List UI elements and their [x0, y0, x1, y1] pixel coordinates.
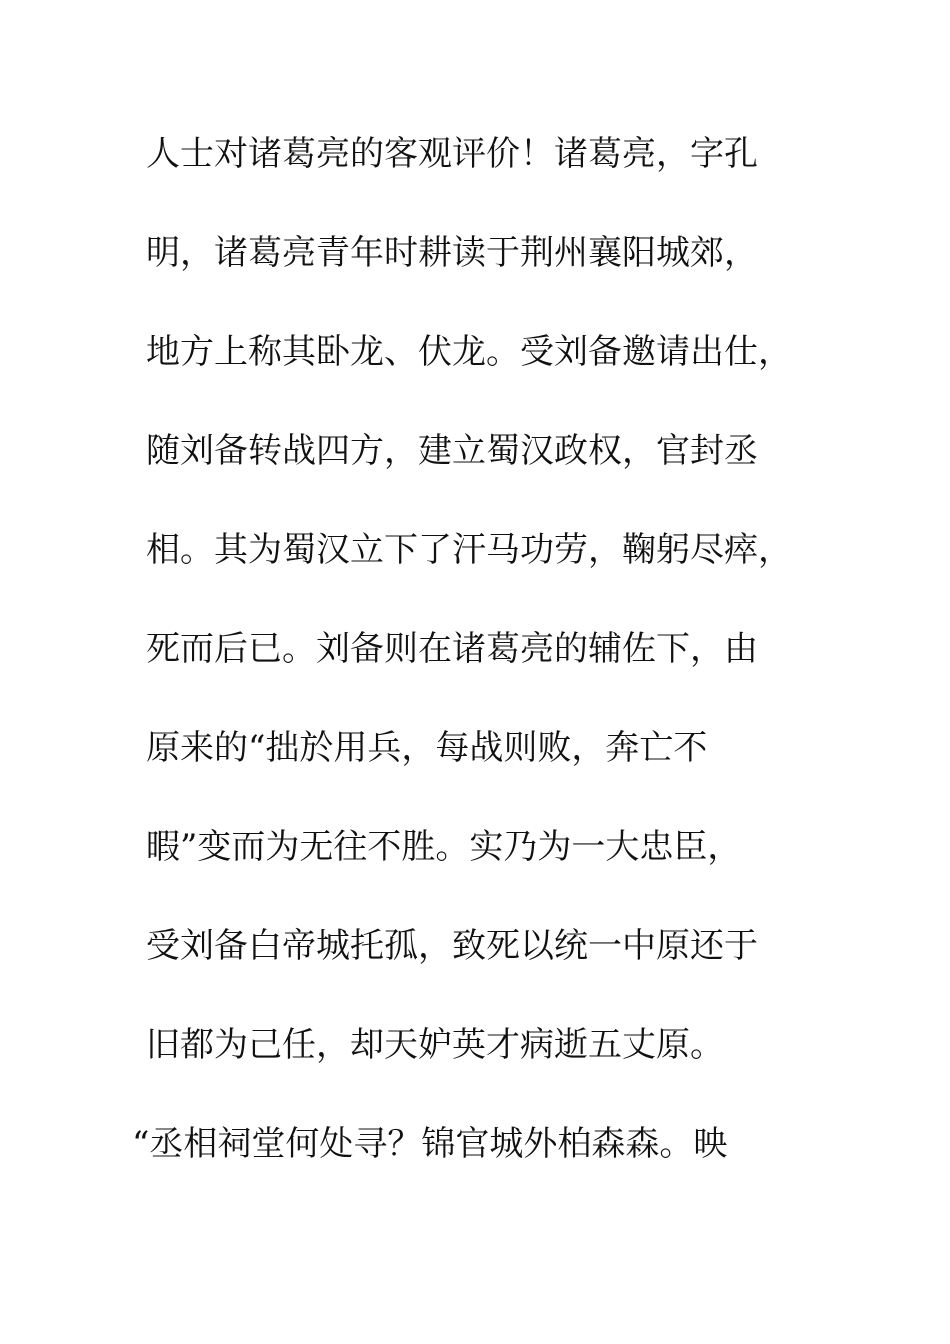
- text-line: 受刘备白帝城托孤，致死以统一中原还于: [146, 926, 758, 966]
- text-line: 原来的“拙於用兵，每战则败，奔亡不: [146, 728, 708, 768]
- text-line: 随刘备转战四方，建立蜀汉政权，官封丞: [146, 431, 758, 471]
- body-text: [132, 128, 826, 1217]
- text-line: “丞相祠堂何处寻？锦官城外柏森森。映: [132, 1124, 728, 1164]
- text-line: 地方上称其卧龙、伏龙。受刘备邀请出仕，: [146, 332, 792, 372]
- text-line: 人士对诸葛亮的客观评价！诸葛亮，字孔: [146, 134, 758, 174]
- text-line: 明，诸葛亮青年时耕读于荆州襄阳城郊，: [146, 233, 758, 273]
- text-line: 旧都为己任，却天妒英才病逝五丈原。: [146, 1025, 724, 1065]
- text-line: 暇”变而为无往不胜。实乃为一大忠臣，: [146, 827, 742, 867]
- text-line: 相。其为蜀汉立下了汗马功劳，鞠躬尽瘁，: [146, 530, 792, 570]
- text-line: 死而后已。刘备则在诸葛亮的辅佐下，由: [146, 629, 758, 669]
